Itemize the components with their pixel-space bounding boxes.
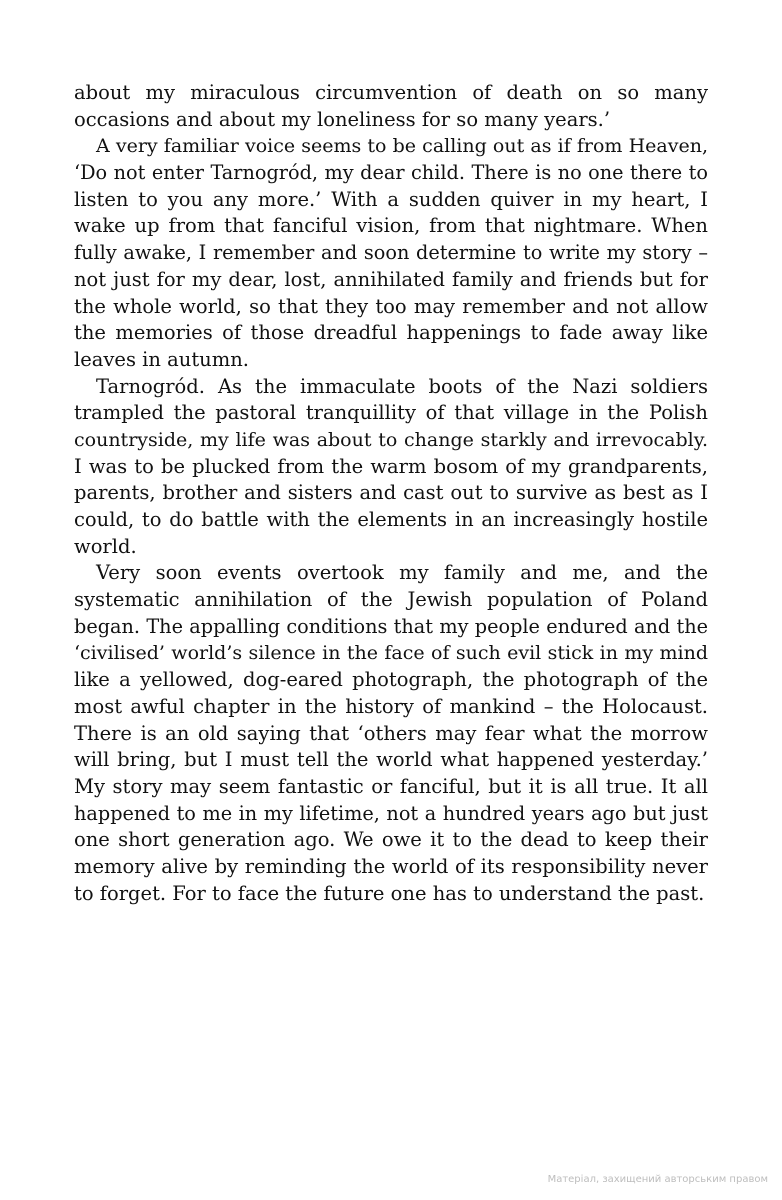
text-line: ‘civilised’ world’s silence in the face of such evil stick in my mind xyxy=(74,642,708,665)
text-line: will bring, but I must tell the world what happened yesterday.’ xyxy=(74,748,708,772)
text-line: the whole world, so that they too may remember and not allow xyxy=(74,294,708,318)
text-line: not just for my dear, lost, annihilated family and friends but for xyxy=(74,267,708,291)
text-line: trampled the pastoral tranquillity of that village in the Polish xyxy=(74,401,708,425)
paragraph-3 xyxy=(74,374,708,561)
text-line: the memories of those dreadful happenings to fade away like xyxy=(74,321,708,345)
text-line: about my miraculous circumvention of death on so many xyxy=(74,81,708,104)
text-line: occasions and about my loneliness for so many years.’ xyxy=(74,107,611,131)
text-line: happened to me in my lifetime, not a hundred years ago but just xyxy=(74,801,708,825)
text-line: could, to do battle with the elements in an increasingly hostile xyxy=(74,508,708,531)
text-line: began. The appalling conditions that my people endured and the xyxy=(74,614,708,638)
text-line: wake up from that fanciful vision, from that nightmare. When xyxy=(74,214,708,238)
text-line: Tarnogród. As the immaculate boots of the Nazi soldiers xyxy=(96,374,708,398)
paragraph-2 xyxy=(74,133,708,373)
text-line: My story may seem fantastic or fanciful, but it is all true. It all xyxy=(74,774,708,798)
text-line: There is an old saying that ‘others may fear what the morrow xyxy=(74,721,708,745)
text-line: listen to you any more.’ With a sudden quiver in my heart, I xyxy=(74,187,708,211)
text-line: like a yellowed, dog-eared photograph, the photograph of the xyxy=(74,668,708,692)
text-line: A very familiar voice seems to be calling out as if from Heaven, xyxy=(96,135,708,158)
text-line: leaves in autumn. xyxy=(74,347,249,371)
text-line: one short generation ago. We owe it to the dead to keep their xyxy=(74,828,708,852)
text-line: ‘Do not enter Tarnogród, my dear child. There is no one there to xyxy=(74,161,708,185)
paragraph-1 xyxy=(74,80,708,133)
text-line: I was to be plucked from the warm bosom of my grandparents, xyxy=(74,454,708,478)
text-line: countryside, my life was about to change starkly and irrevocably. xyxy=(74,428,708,451)
text-line: parents, brother and sisters and cast out to survive as best as I xyxy=(74,481,708,505)
text-line: fully awake, I remember and soon determine to write my story – xyxy=(74,241,708,265)
text-line: Very soon events overtook my family and me, and the xyxy=(96,561,708,585)
text-line: memory alive by reminding the world of its responsibility never xyxy=(74,854,708,878)
paragraph-4 xyxy=(74,560,708,907)
text-line: to forget. For to face the future one has to understand the past. xyxy=(74,881,705,905)
text-line: world. xyxy=(74,534,137,558)
text-line: systematic annihilation of the Jewish population of Poland xyxy=(74,588,708,612)
text-line: most awful chapter in the history of mankind – the Holocaust. xyxy=(74,694,708,718)
copyright-watermark: Матеріал, захищений авторським правом xyxy=(547,1174,768,1185)
page-body xyxy=(74,80,708,907)
